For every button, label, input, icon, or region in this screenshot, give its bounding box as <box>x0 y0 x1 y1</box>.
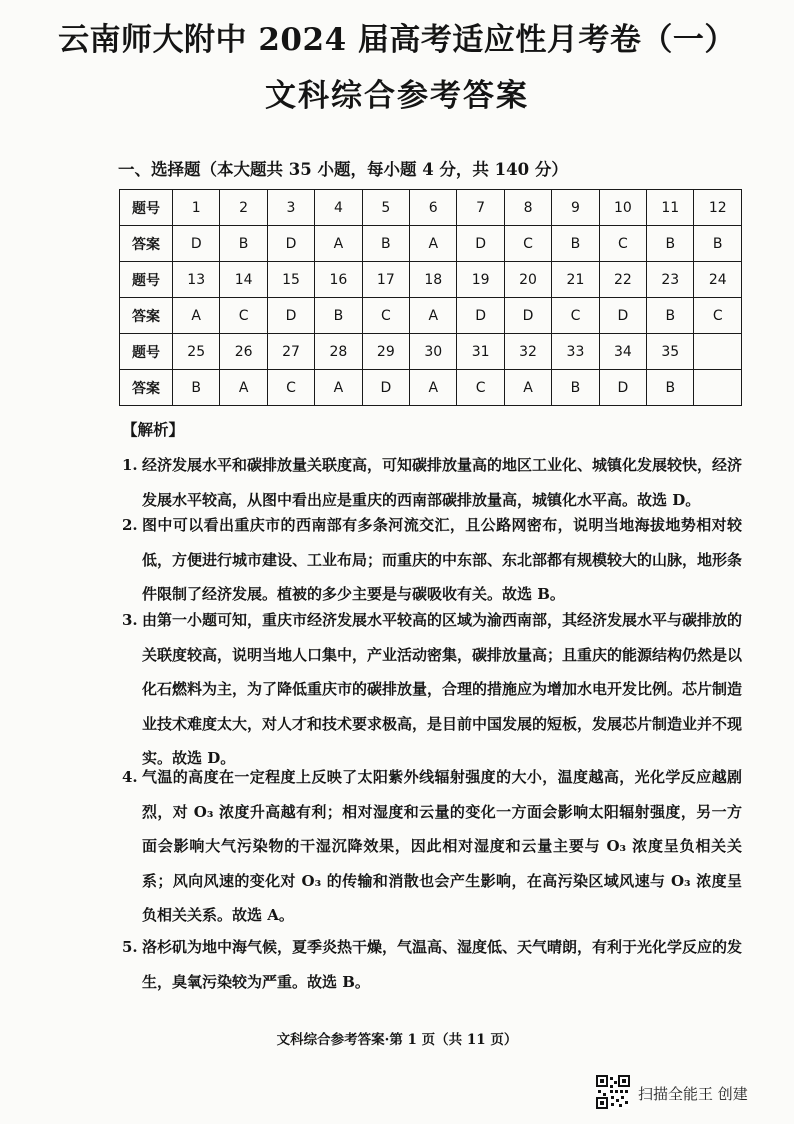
row-label: 答案 <box>120 226 173 262</box>
answer-cell: B <box>552 226 599 262</box>
answer-cell: B <box>362 226 409 262</box>
question-number-cell: 23 <box>647 262 694 298</box>
question-number-cell: 14 <box>220 262 267 298</box>
question-number-cell: 32 <box>504 334 551 370</box>
question-number-cell: 22 <box>599 262 646 298</box>
table-row-question-numbers <box>120 334 742 370</box>
qr-code-icon <box>596 1075 630 1109</box>
analysis-item-5 <box>122 930 742 999</box>
question-number-cell: 6 <box>410 190 457 226</box>
item-text: 图中可以看出重庆市的西南部有多条河流交汇，且公路网密布，说明当地海拔地势相对较低，方便进行城市建设、工业布局；而重庆的中东部、东北部都有规模较大的山脉，地形条件限制了经济发展。植被的多少主要是与碳吸收有关。故选 B。 <box>142 516 743 603</box>
answer-cell <box>694 370 742 406</box>
answer-cell: D <box>504 298 551 334</box>
answer-cell: B <box>552 370 599 406</box>
page-footer: 文科综合参考答案·第 1 页（共 11 页） <box>276 1032 518 1048</box>
answer-cell: C <box>220 298 267 334</box>
question-number-cell: 33 <box>552 334 599 370</box>
row-label: 题号 <box>120 262 173 298</box>
question-number-cell: 13 <box>173 262 220 298</box>
row-label: 答案 <box>120 298 173 334</box>
answer-cell: D <box>599 298 646 334</box>
question-number-cell: 26 <box>220 334 267 370</box>
item-number: 2. <box>122 516 138 534</box>
table-row-answers <box>120 226 742 262</box>
question-number-cell: 10 <box>599 190 646 226</box>
answer-cell: D <box>457 298 504 334</box>
answer-cell: B <box>694 226 742 262</box>
answer-cell: D <box>457 226 504 262</box>
row-label: 题号 <box>120 334 173 370</box>
answer-cell: B <box>220 226 267 262</box>
answer-cell: B <box>173 370 220 406</box>
analysis-item-4 <box>122 760 742 933</box>
page-subtitle: 文科综合参考答案 <box>265 78 529 114</box>
question-number-cell: 24 <box>694 262 742 298</box>
answer-table <box>119 189 742 406</box>
question-number-cell: 8 <box>504 190 551 226</box>
answer-cell: A <box>173 298 220 334</box>
item-text: 洛杉矶为地中海气候，夏季炎热干燥，气温高、湿度低、天气晴朗，有利于光化学反应的发生，臭氧污染较为严重。故选 B。 <box>142 938 743 991</box>
answer-cell: D <box>267 298 314 334</box>
answer-cell: C <box>362 298 409 334</box>
question-number-cell: 25 <box>173 334 220 370</box>
question-number-cell: 9 <box>552 190 599 226</box>
answer-cell: A <box>315 370 362 406</box>
question-number-cell: 3 <box>267 190 314 226</box>
item-number: 4. <box>122 768 138 786</box>
answer-cell: A <box>315 226 362 262</box>
table-row-answers <box>120 370 742 406</box>
question-number-cell: 16 <box>315 262 362 298</box>
analysis-item-1 <box>122 448 742 517</box>
answer-cell: A <box>220 370 267 406</box>
question-number-cell: 35 <box>647 334 694 370</box>
question-number-cell: 4 <box>315 190 362 226</box>
analysis-item-3 <box>122 603 742 776</box>
question-number-cell: 7 <box>457 190 504 226</box>
analysis-item-2 <box>122 508 742 612</box>
question-number-cell: 20 <box>504 262 551 298</box>
answer-cell: D <box>173 226 220 262</box>
answer-cell: A <box>504 370 551 406</box>
question-number-cell: 15 <box>267 262 314 298</box>
question-number-cell: 28 <box>315 334 362 370</box>
answer-cell: B <box>315 298 362 334</box>
answer-cell: C <box>457 370 504 406</box>
question-number-cell: 27 <box>267 334 314 370</box>
question-number-cell: 11 <box>647 190 694 226</box>
question-number-cell: 31 <box>457 334 504 370</box>
analysis-heading: 【解析】 <box>122 420 185 439</box>
section-heading: 一、选择题（本大题共 35 小题，每小题 4 分，共 140 分） <box>118 160 568 179</box>
item-number: 3. <box>122 611 138 629</box>
question-number-cell: 1 <box>173 190 220 226</box>
question-number-cell <box>694 334 742 370</box>
question-number-cell: 30 <box>410 334 457 370</box>
answer-cell: A <box>410 226 457 262</box>
answer-cell: D <box>362 370 409 406</box>
question-number-cell: 17 <box>362 262 409 298</box>
answer-cell: C <box>552 298 599 334</box>
item-text: 由第一小题可知，重庆市经济发展水平较高的区域为渝西南部，其经济发展水平与碳排放的关联度较高，说明当地人口集中，产业活动密集，碳排放量高；且重庆的能源结构仍然是以化石燃料为主，为了降低重庆市的碳排放量，合理的措施应为增加水电开发比例。芯片制造业技术难度太大，对人才和技术要求极高，是目前中国发展的短板，发展芯片制造业并不现实。故选 D。 <box>142 611 743 767</box>
answer-cell: B <box>647 298 694 334</box>
item-text: 经济发展水平和碳排放量关联度高，可知碳排放量高的地区工业化、城镇化发展较快，经济发展水平较高，从图中看出应是重庆的西南部碳排放量高，城镇化水平高。故选 D。 <box>142 456 743 509</box>
answer-cell: C <box>267 370 314 406</box>
item-text: 气温的高度在一定程度上反映了太阳紫外线辐射强度的大小，温度越高，光化学反应越剧烈，对 O₃ 浓度升高越有利；相对湿度和云量的变化一方面会影响太阳辐射强度，另一方面会影响大气污染物的干湿沉降效果，因此相对湿度和云量主要与 O₃ 浓度呈负相关关系；风向风速的变化对 O₃ 的传输和消散也会产生影响，在高污染区域风速与 O₃ 浓度呈负相关关系。故选 A。 <box>142 768 742 924</box>
answer-cell: B <box>647 226 694 262</box>
table-row-question-numbers <box>120 262 742 298</box>
answer-cell: A <box>410 298 457 334</box>
row-label: 答案 <box>120 370 173 406</box>
answer-cell: B <box>647 370 694 406</box>
answer-cell: A <box>410 370 457 406</box>
question-number-cell: 12 <box>694 190 742 226</box>
question-number-cell: 5 <box>362 190 409 226</box>
table-row-answers <box>120 298 742 334</box>
question-number-cell: 21 <box>552 262 599 298</box>
row-label: 题号 <box>120 190 173 226</box>
question-number-cell: 19 <box>457 262 504 298</box>
answer-cell: D <box>599 370 646 406</box>
answer-cell: C <box>599 226 646 262</box>
table-row-question-numbers <box>120 190 742 226</box>
item-number: 5. <box>122 938 138 956</box>
answer-cell: C <box>504 226 551 262</box>
question-number-cell: 34 <box>599 334 646 370</box>
item-number: 1. <box>122 456 138 474</box>
question-number-cell: 29 <box>362 334 409 370</box>
question-number-cell: 18 <box>410 262 457 298</box>
scanner-watermark: 扫描全能王 创建 <box>638 1085 748 1103</box>
answer-cell: C <box>694 298 742 334</box>
question-number-cell: 2 <box>220 190 267 226</box>
page-title: 云南师大附中 2024 届高考适应性月考卷（一） <box>58 22 736 58</box>
answer-cell: D <box>267 226 314 262</box>
